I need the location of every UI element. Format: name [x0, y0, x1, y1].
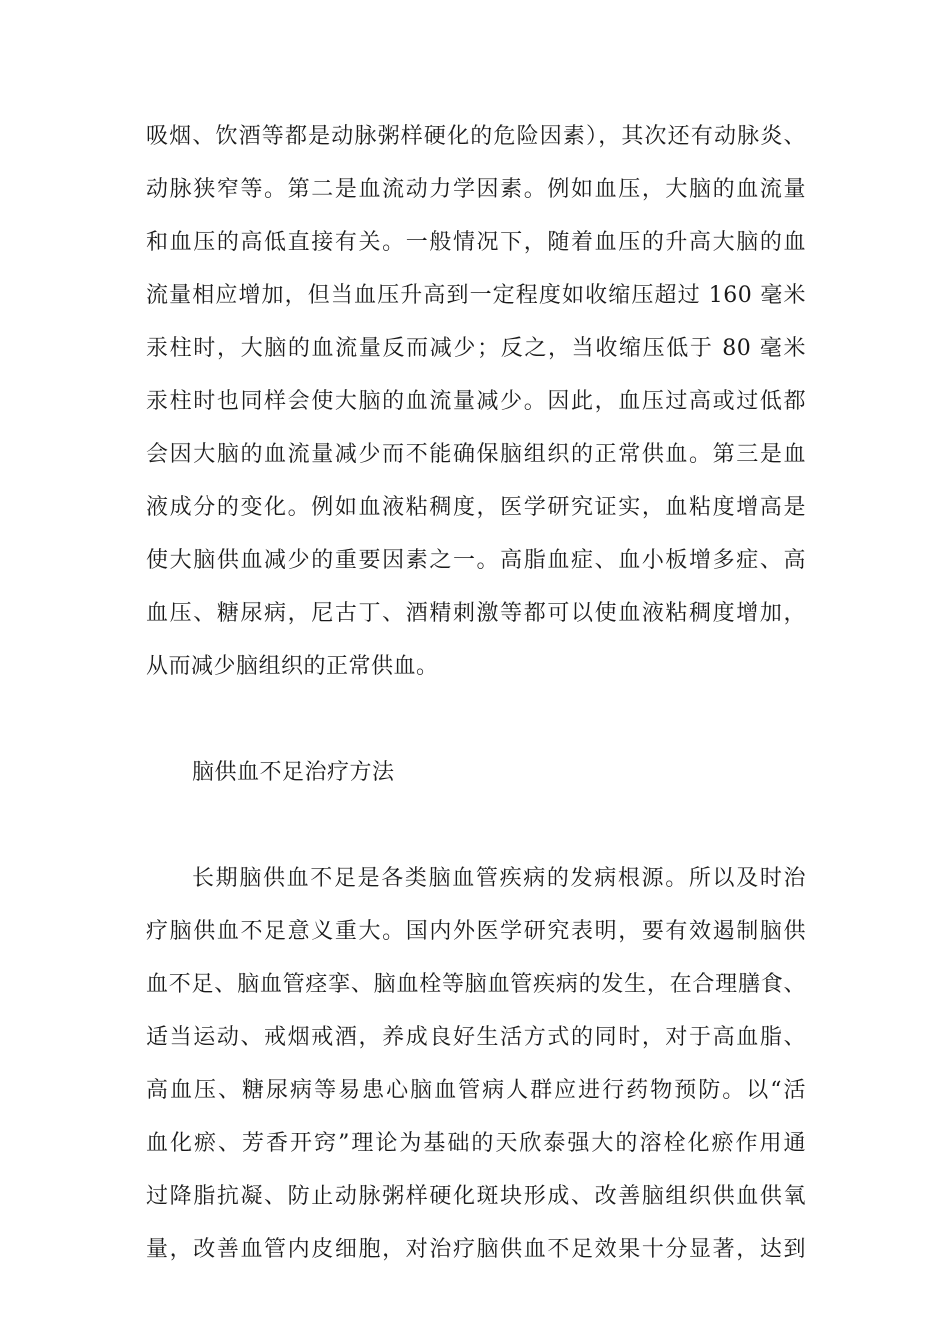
text-line: 吸烟、饮酒等都是动脉粥样硬化的危险因素），其次还有动脉炎、	[146, 124, 806, 149]
text-line: 会因大脑的血流量减少而不能确保脑组织的正常供血。第三是血	[146, 442, 806, 467]
text-line: 使大脑供血减少的重要因素之一。高脂血症、血小板增多症、高	[146, 548, 806, 573]
text-line: 血化瘀、芳香开窍”理论为基础的天欣泰强大的溶栓化瘀作用通	[146, 1131, 806, 1156]
text-line: 过降脂抗凝、防止动脉粥样硬化斑块形成、改善脑组织供血供氧	[146, 1184, 806, 1209]
text-line: 从而减少脑组织的正常供血。	[146, 654, 439, 679]
section-heading: 脑供血不足治疗方法	[192, 760, 395, 785]
text-line: 量，改善血管内皮细胞，对治疗脑供血不足效果十分显著，达到	[146, 1237, 806, 1262]
text-line: 高血压、糖尿病等易患心脑血管病人群应进行药物预防。以“活	[146, 1078, 806, 1103]
text-line: 液成分的变化。例如血液粘稠度，医学研究证实，血粘度增高是	[146, 495, 806, 520]
text-line: 汞柱时也同样会使大脑的血流量减少。因此，血压过高或过低都	[146, 389, 806, 414]
text-line: 适当运动、戒烟戒酒，养成良好生活方式的同时，对于高血脂、	[146, 1025, 806, 1050]
text-line: 动脉狭窄等。第二是血流动力学因素。例如血压，大脑的血流量	[146, 177, 806, 202]
text-line: 血不足、脑血管痉挛、脑血栓等脑血管疾病的发生，在合理膳食、	[146, 972, 806, 997]
text-line: 和血压的高低直接有关。一般情况下，随着血压的升高大脑的血	[146, 230, 806, 255]
text-line: 汞柱时，大脑的血流量反而减少；反之，当收缩压低于 80 毫米	[146, 336, 806, 361]
text-line: 疗脑供血不足意义重大。国内外医学研究表明，要有效遏制脑供	[146, 919, 806, 944]
text-line: 长期脑供血不足是各类脑血管疾病的发病根源。所以及时治	[192, 866, 806, 891]
text-line: 流量相应增加，但当血压升高到一定程度如收缩压超过 160 毫米	[146, 283, 806, 308]
text-line: 血压、糖尿病，尼古丁、酒精刺激等都可以使血液粘稠度增加，	[146, 601, 806, 626]
